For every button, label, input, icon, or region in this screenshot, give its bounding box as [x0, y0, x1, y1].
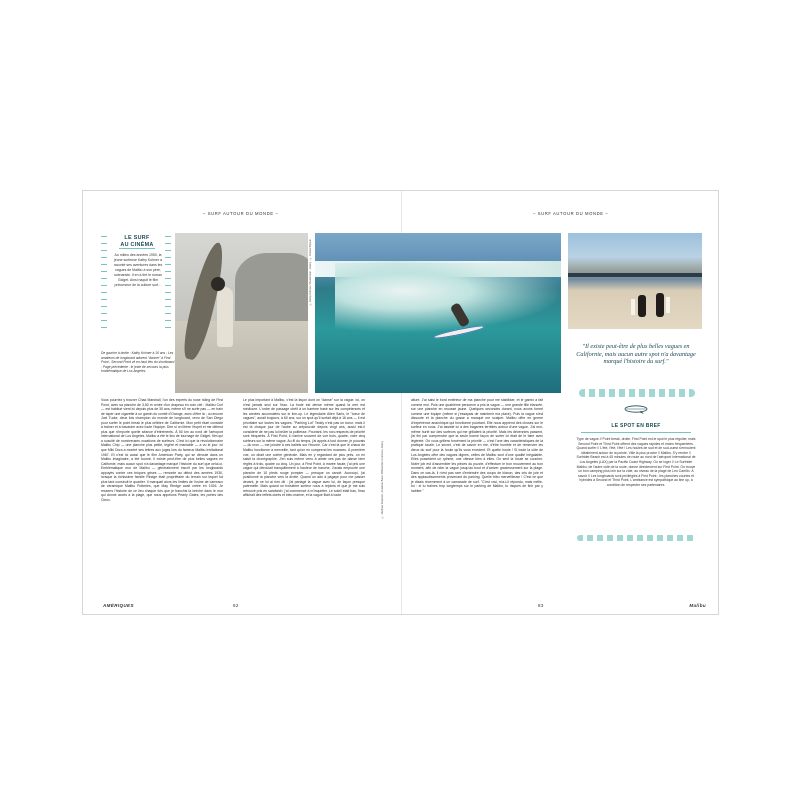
article-column-3: allure. J'ai saisi le bord extérieur de ma planche pour me stabiliser, et le gamin a fait comme moi. Puis une quatrième personne a pris la vague — une grande fille élancée, sur une planche en mousse jaune. Quelques secondes durant, nous avons formé comme une équipe (même si j'essayais de maintenir ma place). Puis la vague s'est dissoute et la planche du gosse a manqué me scalper. Malibu offre en germe d'expérience anarchique qui fonctionne pourtant. Elle nous apprend des choses sur le surfeur en nous. J'ai assisté ici à des bagarres terribles autour d'une vague. J'ai moi-même hurlé sur des surfeurs qui me grillaient la priorité. Mais les décennies passent, j'ai fini par comprendre que la seule bonne façon de surfer ici était de le faire avec légèreté. On vous grillera forcément la priorité — c'est l'une des caractéristiques de la pratique locale. Le secret, c'est de savoir en rire, d'être humble et de remercier les dieux du surf pour la houle qu'ils vous envoient. Et quelle houle ! Si toute la côte de Los Angeles offre des vagues dignes, celles de Malibu sont d'une qualité inégalable. Elles possèdent un rythme, une vitesse bien à elles. On sent la houle se coucher. Notre job est d'assembler les pièces du puzzle, d'effectuer le bon mouvement au bon moment, afin de rider la vague jusqu'au bout et d'arriver gracieusement sur la plage. Dans ce cas-là, il n'est pas rare d'entendre des coups de klaxon, des cris de joie et des applaudissements provenant du parking. Quelle tribu merveilleuse ! C'est ce que je disais récemment à un camarade de surf. "C'est vrai, m'a-t-il répondu, mais méfie-toi : si tu traînes trop longtemps sur le parking de Malibu, tu risques de finir par y habiter." [411, 398, 543, 493]
article-column-2: Le plus important à Malibu, c'est la façon dont on "danse" sur la vague. Ici, on n'est jamais seul sur l'eau. La foule est dense même quand la mer est médiocre. L'ordre de passage obéit à un barème basé sur les compétences et les années accumulées sur le line-up. Le légendaire Allen Sarlo, le "tueur de vagues", aurait toujours, à 60 ans, sur un spot qu'il surfait déjà à 16 ans — il est prioritaire sur toutes les vagues. "Parking Lot" Teddy n'est pas un tueur, mais il est là chaque jour de l'aube au crépuscule depuis vingt ans, aussi est-il considéré de ne pas lui brûler la politesse. Pourtant, les non-respects de priorité sont fréquents. À First Point, il n'arrive souvent de voir trois, quatre, voire cinq surfeurs sur la même vague. Au fil du temps, j'ai appris à tout donner, je pouvais — du mon — me joindre à ces ballets sur l'écume. Car c'est là que le chaos de Malibu fonctionne à merveille, tant qu'on en comprend les nuances. À première vue, on dirait une colère générale. Mais en y regardant de plus près, on en saisit la chorégraphie. J'en suis même venu à aimer ces pas de danse bien réglés à trois, quatre ou cinq. Un jour, à First Point, à marée haute, j'ai pris une vague qui déroulait tranquillement à hauteur de hanche. J'avais emprunté une planche de 10 pieds rouge pompier — presque un canoë. Accroupi, j'ai positionné la planche vers la droite. Quand un ado à pagayé pour me passer devant, je ne lui ai rien dit : j'ai partagé la vague avec lui, de façon presque paternelle. Mais quand un troisième surfeur nous a rejoints et que je me suis retrouvé pris en sandwich, j'ai commencé à m'inquiéter. Le soleil était bas, l'eau affichait des reflets dorés et bleu marine, et la vague filait à toute [243, 398, 365, 498]
surfboard-icon [623, 403, 649, 415]
magazine-spread [82, 190, 719, 615]
spot-body: Type de vague // Point break, droite. First Point est le spot le plus régulier, mais Second Point et Third Point offrent des vagues rapides et moins fréquentées. Quand surfer // L'été, l'été, l'été ! Les houles de sud et de sud-ouest s'enroulent idéalement autour de la pointe. Ville la plus proche // Malibu. S'y rendre // Surfrider Beach est à 45 minutes de route au nord de l'aéroport international de Los Angeles (LAX) par la Pacific Coast Highway. Où se loger // Le Surfrider Malibu, de l'autre côté de la route, donne directement sur First Point. On trouve un bon camping plus loin sur la côte, au niveau de la plage de Leo Carrillo. À savoir // Les longboards sont privilégiés à First Point ; les planches courtes et hybrides à Second et Third Point. L'ambiance est sympathique au line up, à condition de respecter ses partenaires. [576, 437, 696, 487]
spot-title: LE SPOT EN BREF [611, 423, 661, 429]
wave-border-left-icon [101, 233, 107, 333]
folio-section-left: AMÉRIQUES [103, 603, 134, 608]
wave-border-right-icon [165, 233, 171, 333]
sidebar-body: Au milieu des années 1950, la jeune surfeuse Kathy Kohner a raconté ses aventures dans les vagues de Malibu à son père, scénariste. Il en a tiré le roman Gidget. Ainsi naquit le film précurseur de la culture surf… [113, 253, 163, 287]
folio-page-left: 82 [233, 603, 239, 608]
running-head-right: – SURF AUTOUR DU MONDE – [533, 211, 609, 216]
running-head-left: – SURF AUTOUR DU MONDE – [203, 211, 279, 216]
wave-divider-icon [579, 389, 695, 397]
article-column-1: Vous pourriez y trouver Chad Marshall, l'un des experts du nose riding de First Point, avec sa planche de 3,50 m ornée d'un drapeau en coin ciel : Malibu Curl — est habitué vient ici depuis plus de 30 ans, même s'il ne surfe pas — en train de taper une cigarette à un gamin du comté d'Orange, avec d'être là ; ou encore Joel Tudor, deux fois champion du monde de longboard, venu de San Diego pour surfer le point break le plus célèbre de Californie. Mon petit rituel consiste à traîner et à bavarder avec toute l'équipe. Dire si on libère l'esprit et me détend plus que n'importe quelle séance d'étirements. À 50 km au nord de l'aéroport international de Los Angeles, Malibu a été le lieu de tournage de Gidget, film qui a suscité de nombreuses vocations de surfeurs. C'est ici que la révolutionnaire Malibu Chip — une planche plus petite, légère et maniable — a vu le jour. Ici que Miki Dora a montré ses lettres aux juges lors du fameux Malibu Invitational 1967. Et c'est ici aussi que le film American Party, qui se déroule dans un Malibu imaginaire, a été tourné. Il existe peut-être de plus belles vagues en Californie, mais aucun spot n'a davantage marqué l'histoire du surf que celui-ci. Emblématique mur de Malibu — généralement inscrit par les longboards appuyés contre ces briques grises — remonte au début des années 1930, lorsque la richissime famille Rindge était propriétaire du terrain sur lequel fut plus tard construit le quartier. Il marquait alors les limites de l'usine de carreaux de céramique Malibu Potteries, que May Rindge avait créée en 1926. Je ressens l'histoire de ce lieu chaque fois que je franchis la brèche dans le mur qui donne accès à la plage, que nous appelons Pearly Gates, les portes des Cieux. [101, 398, 223, 503]
folio-section-right: Malibu [689, 603, 706, 608]
wave-divider-icon-2 [577, 535, 695, 541]
sidebar-cinema-box [101, 233, 171, 337]
spot-info-box [571, 403, 701, 603]
photo-credit-b: © Matthew Kraemer, Jonathan Baia / Wikimedia Commons, Alamy [381, 441, 384, 519]
pull-quote: "Il existe peut-être de plus belles vagues en Californie, mais aucun autre spot n'a davantage marqué l'histoire du surf." [576, 343, 696, 366]
sidebar-rule [119, 248, 155, 249]
photo-surfer-wave [315, 233, 561, 393]
sidebar-title [111, 235, 163, 248]
photo-credit-a: © Kathy Kohner / Zuckerman ; Alamy ; © Roland Bencin [309, 239, 312, 306]
folio-page-right: 83 [538, 603, 544, 608]
sidebar-title-line1: LE SURF [124, 235, 150, 241]
sidebar-title-line2: AU CINÉMA [120, 241, 154, 248]
photo-caption: De gauche à droite : Kathy Kohner à 16 ans ; Les amateurs de longboard adorent "dancer" à First Point ; Second Point vit en haut lieu du shortboard ; Page précédente : le jeste de secours la plus emblématique de Los Angeles. [101, 351, 175, 374]
photo-kathy-kohner [175, 233, 308, 393]
spot-rule [581, 432, 691, 433]
photo-malibu-pier [568, 233, 702, 329]
